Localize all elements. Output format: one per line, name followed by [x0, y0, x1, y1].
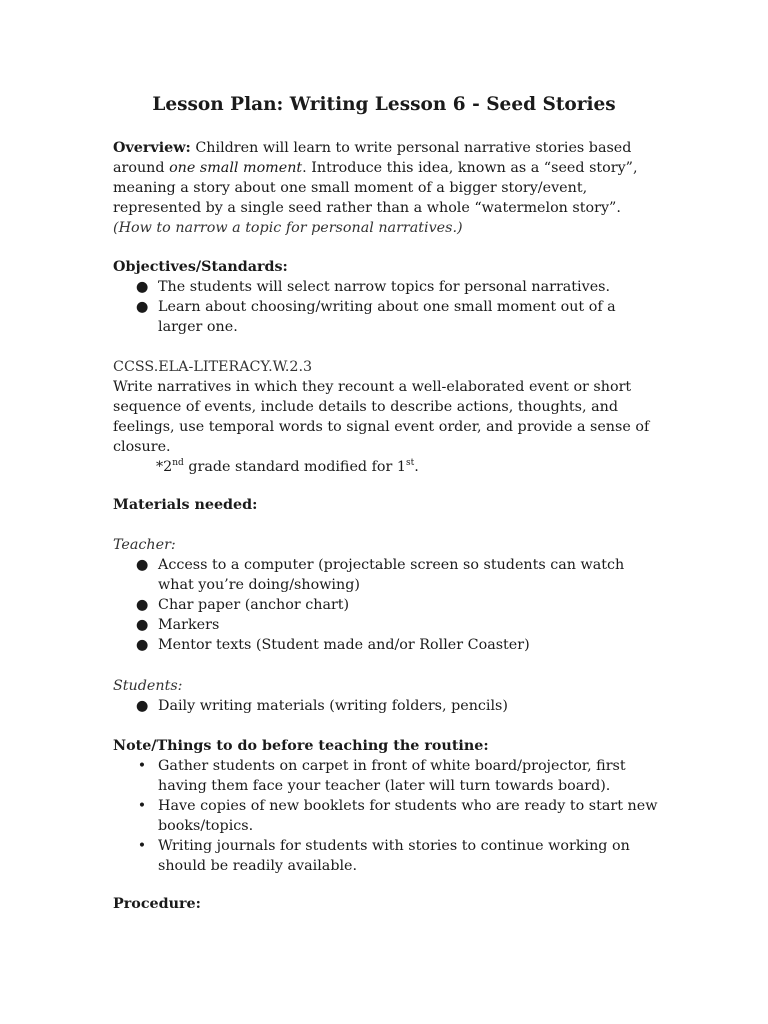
bullet-icon: ● — [136, 557, 149, 573]
materials-heading: Materials needed: — [113, 497, 258, 513]
list-item: ● Mentor texts (Student made and/or Roller Coaster) — [136, 637, 530, 653]
student-materials-list — [113, 696, 658, 716]
bullet-icon: ● — [136, 698, 149, 714]
objectives-section — [113, 257, 658, 337]
list-item: • Gather students on carpet in front of white board/projector, first having them face your teacher (later will turn towards board). — [137, 758, 626, 794]
students-label: Students: — [113, 678, 183, 694]
objectives-list — [113, 277, 658, 337]
bullet-icon: • — [137, 798, 147, 814]
standard-text: Write narratives in which they recount a well-elaborated event or short sequence of events, include details to describe actions, thoughts, and feelings, use temporal words to signal event order, and provide a sense of closure. — [113, 379, 650, 455]
bullet-icon: • — [137, 838, 147, 854]
list-item: ● Daily writing materials (writing folders, pencils) — [136, 698, 508, 714]
list-item: ● Char paper (anchor chart) — [136, 597, 350, 613]
notes-heading: Note/Things to do before teaching the routine: — [113, 738, 489, 754]
overview-section — [113, 138, 658, 238]
bullet-icon: ● — [136, 279, 149, 295]
page-title: Lesson Plan: Writing Lesson 6 - Seed Stories — [152, 94, 616, 115]
notes-section — [113, 736, 658, 876]
teacher-materials-list — [113, 555, 658, 655]
list-item: • Writing journals for students with stories to continue working on should be readily available. — [137, 838, 630, 874]
procedure-section — [113, 894, 658, 914]
bullet-icon: ● — [136, 299, 149, 315]
bullet-icon: ● — [136, 637, 149, 653]
objectives-heading: Objectives/Standards: — [113, 259, 288, 275]
standard-note: *2nd grade standard modified for 1st. — [156, 458, 419, 475]
list-item: ● Learn about choosing/writing about one small moment out of a larger one. — [136, 299, 616, 335]
materials-section — [113, 495, 658, 515]
list-item: ● The students will select narrow topics for personal narratives. — [136, 279, 611, 295]
overview-paragraph — [113, 138, 658, 238]
overview-text-2: . Introduce this idea, known as a “seed story”, meaning a story about one small moment of a bigger story/event, represented by a single seed rather than a whole “watermelon story”. — [113, 160, 638, 216]
list-item: ● Access to a computer (projectable screen so students can watch what you’re doing/showing) — [136, 557, 625, 593]
bullet-icon: ● — [136, 597, 149, 613]
procedure-heading: Procedure: — [113, 896, 201, 912]
bullet-icon: • — [137, 758, 147, 774]
teacher-materials — [113, 535, 658, 655]
notes-list — [113, 756, 658, 876]
list-item: ● Markers — [136, 617, 220, 633]
bullet-icon: ● — [136, 617, 149, 633]
student-materials — [113, 676, 658, 716]
overview-emphasis-2: (How to narrow a topic for personal narratives.) — [113, 220, 463, 236]
overview-label: Overview: — [113, 140, 191, 156]
standard-section — [113, 357, 658, 477]
list-item: • Have copies of new booklets for students who are ready to start new books/topics. — [137, 798, 658, 834]
overview-emphasis-1: one small moment — [169, 160, 303, 176]
teacher-label: Teacher: — [113, 537, 176, 553]
standard-code: CCSS.ELA-LITERACY.W.2.3 — [113, 359, 313, 375]
overview-text-1: Children will learn to write personal narrative stories based around — [113, 140, 632, 176]
